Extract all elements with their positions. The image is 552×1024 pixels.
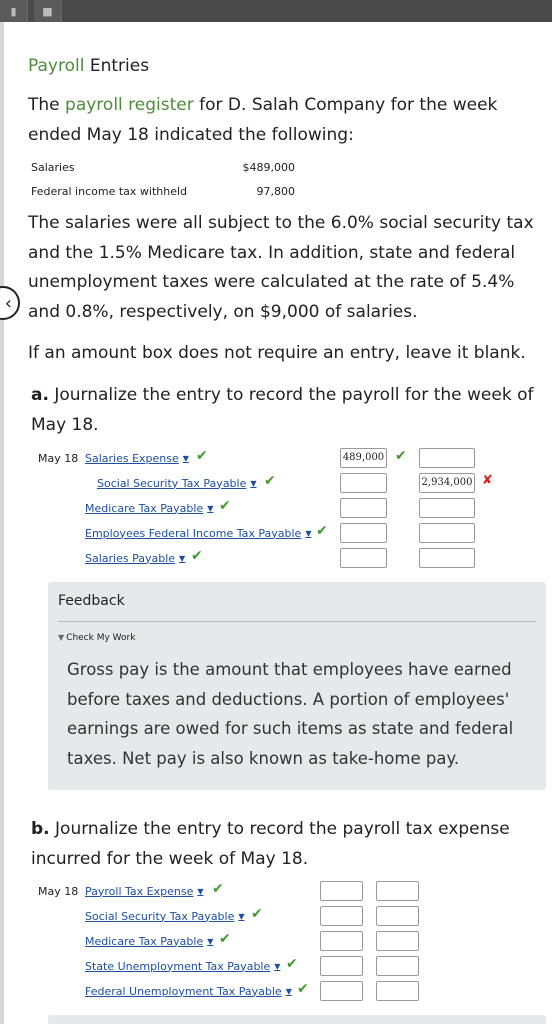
- part-b-credit-4[interactable]: [376, 956, 419, 976]
- info-value-fit: 97,800: [256, 185, 295, 198]
- caret-down-icon: ▼: [182, 453, 189, 463]
- caret-down-icon: ▼: [250, 478, 257, 488]
- caret-down-icon: ▼: [207, 503, 214, 513]
- part-b-account-select-3[interactable]: [85, 934, 213, 948]
- caret-down-icon: ▼: [179, 553, 186, 563]
- feedback-panel: [48, 582, 546, 790]
- part-a-question: [31, 381, 541, 440]
- part-b-account-select-5[interactable]: [85, 984, 292, 998]
- check-icon: ✔: [191, 548, 203, 564]
- account-label: Medicare Tax Payable: [85, 501, 204, 515]
- feedback-title: Feedback: [58, 593, 125, 609]
- caret-down-icon: ▼: [285, 986, 292, 996]
- part-a-account-select-5[interactable]: [85, 551, 185, 565]
- account-label: Social Security Tax Payable: [85, 909, 235, 923]
- info-label-fit: Federal income tax withheld: [31, 185, 188, 198]
- check-icon: ✔: [251, 906, 263, 922]
- intro-after: for D. Salah Company for the week ended May 18 indicated the following:: [28, 95, 498, 145]
- part-a-debit-4[interactable]: [340, 523, 387, 543]
- part-b-account-select-4[interactable]: [85, 959, 280, 973]
- caret-down-icon: ▼: [238, 911, 245, 921]
- account-label: Payroll Tax Expense: [85, 884, 194, 898]
- check-icon: ✔: [219, 931, 231, 947]
- account-label: Salaries Expense: [85, 451, 179, 465]
- account-label: Medicare Tax Payable: [85, 934, 204, 948]
- part-b-debit-5[interactable]: [320, 981, 363, 1001]
- x-icon: ✘: [482, 473, 493, 488]
- part-b-question: [31, 815, 541, 874]
- part-b-debit-2[interactable]: [320, 906, 363, 926]
- feedback-text: Gross pay is the amount that employees have earned before taxes and deductions. A portion of employees' earnings are owed for such items as state and federal taxes. Net pay is also known as take-home pay.: [67, 660, 514, 768]
- part-b-credit-5[interactable]: [376, 981, 419, 1001]
- part-a-account-select-2[interactable]: [97, 476, 257, 490]
- part-b-account-select-2[interactable]: [85, 909, 245, 923]
- part-a-credit-4[interactable]: [419, 523, 475, 543]
- check-icon: ✔: [316, 523, 328, 539]
- part-b-debit-3[interactable]: [320, 931, 363, 951]
- title-accent: Payroll: [28, 56, 85, 76]
- part-a-account-select-4[interactable]: [85, 526, 311, 540]
- intro-text: [28, 91, 548, 150]
- book-icon[interactable]: ▮: [0, 0, 28, 22]
- part-a-debit-3[interactable]: [340, 498, 387, 518]
- part-a-debit-5[interactable]: [340, 548, 387, 568]
- part-a-letter: a.: [31, 385, 49, 405]
- check-my-work-label: Check My Work: [66, 633, 136, 643]
- part-b-credit-1[interactable]: [376, 881, 419, 901]
- part-a-debit-1[interactable]: 489,000: [340, 448, 387, 468]
- caret-down-icon: ▼: [305, 528, 312, 538]
- part-a-account-select-3[interactable]: [85, 501, 213, 515]
- part-b-letter: b.: [31, 819, 50, 839]
- part-a-text: Journalize the entry to record the payroll for the week of May 18.: [31, 385, 534, 435]
- account-label: Federal Unemployment Tax Payable: [85, 984, 282, 998]
- caret-down-icon: ▼: [207, 936, 214, 946]
- part-a-date: May 18: [38, 452, 79, 465]
- check-icon: ✔: [219, 498, 231, 514]
- account-label: Social Security Tax Payable: [97, 476, 247, 490]
- check-icon: ✔: [286, 956, 298, 972]
- title-rest: Entries: [89, 56, 150, 76]
- part-b-credit-2[interactable]: [376, 906, 419, 926]
- caret-down-icon: ▼: [274, 961, 281, 971]
- account-label: Employees Federal Income Tax Payable: [85, 526, 302, 540]
- part-b-date: May 18: [38, 885, 79, 898]
- page-title: [28, 56, 149, 76]
- feedback-panel-b: [48, 1015, 546, 1024]
- part-a-debit-2[interactable]: [340, 473, 387, 493]
- part-b-debit-4[interactable]: [320, 956, 363, 976]
- info-value-salaries: $489,000: [242, 161, 295, 174]
- instruction-text: If an amount box does not require an entry, leave it blank.: [28, 343, 526, 363]
- payroll-register-link[interactable]: payroll register: [65, 95, 194, 115]
- part-b-account-select-1[interactable]: [85, 884, 204, 898]
- video-icon[interactable]: ■: [34, 0, 62, 22]
- check-icon: ✔: [196, 448, 208, 464]
- account-label: State Unemployment Tax Payable: [85, 959, 271, 973]
- check-icon: ✔: [395, 448, 407, 464]
- check-icon: ✔: [212, 881, 224, 897]
- part-a-credit-3[interactable]: [419, 498, 475, 518]
- account-label: Salaries Payable: [85, 551, 176, 565]
- caret-down-icon: ▼: [58, 633, 65, 642]
- part-b-debit-1[interactable]: [320, 881, 363, 901]
- caret-down-icon: ▼: [197, 886, 204, 896]
- part-a-credit-1[interactable]: [419, 448, 475, 468]
- part-b-credit-3[interactable]: [376, 931, 419, 951]
- top-toolbar: [0, 0, 552, 22]
- part-a-account-select-1[interactable]: [85, 451, 189, 465]
- check-icon: ✔: [297, 981, 309, 997]
- info-label-salaries: Salaries: [31, 161, 75, 174]
- part-a-credit-5[interactable]: [419, 548, 475, 568]
- problem-text: The salaries were all subject to the 6.0% social security tax and the 1.5% Medicare tax. In addition, state and federal unemployment taxes were calculated at the rate of 5.4% and 0.8%, respectively, on $9,000 of salaries.: [28, 213, 534, 322]
- intro-before: The: [28, 95, 60, 115]
- left-divider: [0, 22, 4, 1024]
- check-my-work-toggle[interactable]: [58, 633, 135, 643]
- feedback-divider: [58, 621, 536, 622]
- part-a-credit-2[interactable]: 2,934,000: [419, 473, 475, 493]
- check-icon: ✔: [264, 473, 276, 489]
- chevron-left-icon[interactable]: ‹: [0, 286, 20, 320]
- part-b-text: Journalize the entry to record the payroll tax expense incurred for the week of May 18.: [31, 819, 510, 869]
